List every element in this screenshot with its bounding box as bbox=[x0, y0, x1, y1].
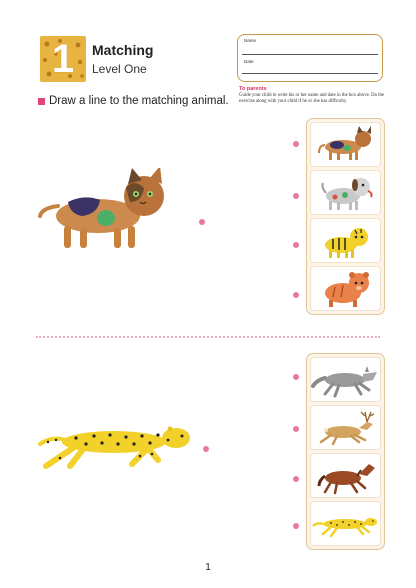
name-label: Name bbox=[244, 38, 257, 43]
wolf-icon bbox=[311, 358, 382, 401]
choice-cell bbox=[310, 266, 381, 311]
cheetah-illustration bbox=[36, 416, 194, 472]
bear-cub-match-dot[interactable] bbox=[293, 292, 299, 298]
puppy-match-dot[interactable] bbox=[293, 193, 299, 199]
instruction bbox=[38, 95, 229, 107]
puppy-icon bbox=[311, 171, 382, 214]
parents-heading: To parents bbox=[239, 86, 267, 92]
badge-number: 1 bbox=[51, 37, 75, 81]
choice-cell bbox=[310, 122, 381, 167]
wolf-match-dot[interactable] bbox=[293, 374, 299, 380]
exercise-number-badge bbox=[40, 36, 86, 82]
horse-match-dot[interactable] bbox=[293, 476, 299, 482]
horse-icon bbox=[311, 454, 382, 497]
date-label: Date bbox=[244, 59, 254, 64]
section-divider bbox=[36, 336, 380, 338]
tiger-cub-icon bbox=[311, 219, 382, 262]
instruction-text: Draw a line to the matching animal. bbox=[49, 95, 229, 107]
choice-cell bbox=[310, 218, 381, 263]
parents-text: Guide your child to write his or her name and date in the box above. Do the exercise along with your child if he or she has difficulty. bbox=[239, 93, 385, 104]
small-cat-match-dot[interactable] bbox=[293, 141, 299, 147]
cheetah-match-dot[interactable] bbox=[203, 446, 209, 452]
cat-match-dot[interactable] bbox=[199, 219, 205, 225]
choice-cell bbox=[310, 501, 381, 546]
bullet-square-icon bbox=[38, 98, 45, 105]
small-cheetah-match-dot[interactable] bbox=[293, 523, 299, 529]
choices-panel-2 bbox=[306, 353, 385, 550]
choice-cell bbox=[310, 453, 381, 498]
page-title: Matching bbox=[92, 42, 154, 58]
choices-panel-1 bbox=[306, 118, 385, 315]
small-cheetah-icon bbox=[311, 502, 382, 545]
name-date-box[interactable] bbox=[237, 34, 383, 82]
deer-icon bbox=[311, 406, 382, 449]
small-cat-icon bbox=[311, 123, 382, 166]
name-line[interactable] bbox=[242, 54, 378, 55]
cat-illustration bbox=[36, 168, 176, 254]
deer-match-dot[interactable] bbox=[293, 426, 299, 432]
date-line[interactable] bbox=[242, 73, 378, 74]
choice-cell bbox=[310, 357, 381, 402]
page-subtitle: Level One bbox=[92, 62, 147, 76]
tiger-cub-match-dot[interactable] bbox=[293, 242, 299, 248]
choice-cell bbox=[310, 170, 381, 215]
bear-cub-icon bbox=[311, 267, 382, 310]
page-number: 1 bbox=[205, 562, 211, 573]
choice-cell bbox=[310, 405, 381, 450]
